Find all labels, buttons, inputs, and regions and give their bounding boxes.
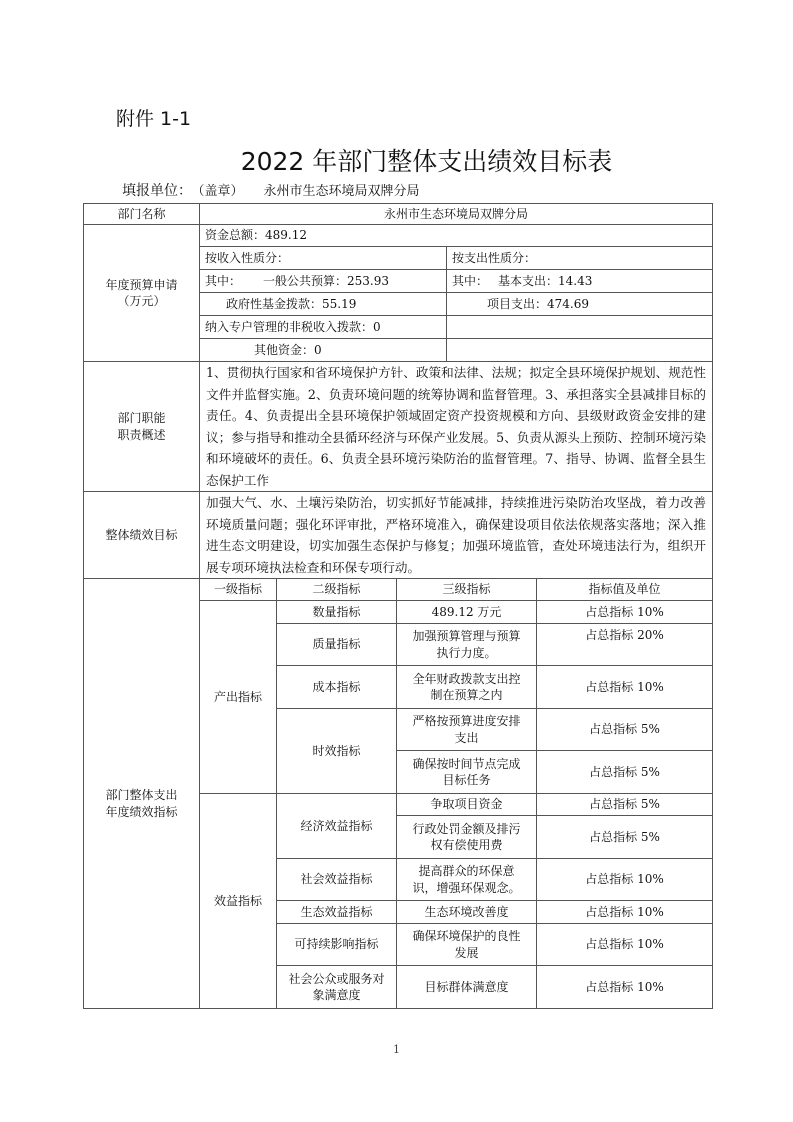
budget-total: 资金总额：489.12 <box>200 225 713 247</box>
non-tax-income: 纳入专户管理的非税收入拨款：0 <box>200 316 447 339</box>
level2-social: 社会效益指标 <box>277 859 397 901</box>
level3-cell: 目标群体满意度 <box>397 966 537 1009</box>
value-cell: 占总指标 20% <box>537 624 713 666</box>
value-cell: 占总指标 10% <box>537 666 713 709</box>
level3-cell: 489.12 万元 <box>397 601 537 624</box>
performance-target-table <box>83 203 713 1009</box>
header-value: 指标值及单位 <box>537 579 713 601</box>
indicators-label <box>84 579 200 1009</box>
page-number: 1 <box>393 1043 400 1056</box>
duties-label-line1: 部门职能 <box>117 411 166 426</box>
value-cell: 占总指标 10% <box>537 924 713 966</box>
level3-cell: 严格按预算进度安排支出 <box>397 709 537 751</box>
duties-label-line2: 职责概述 <box>117 427 166 442</box>
value-cell: 占总指标 5% <box>537 794 713 816</box>
indicators-label-line1: 部门整体支出 <box>105 788 178 803</box>
level2-quantity: 数量指标 <box>277 601 397 624</box>
of-which-label: 其中： <box>205 273 242 288</box>
value-cell: 占总指标 10% <box>537 859 713 901</box>
income-nature-header: 按收入性质分： <box>200 247 447 270</box>
reporting-unit-line <box>122 180 426 200</box>
level3-cell: 确保环境保护的良性发展 <box>397 924 537 966</box>
other-funds: 其他资金：0 <box>200 339 447 362</box>
general-public-budget: 一般公共预算：253.93 <box>263 273 390 288</box>
level2-quality: 质量指标 <box>277 624 397 666</box>
budget-label <box>84 225 200 362</box>
goal-text: 加强大气、水、土壤污染防治，切实抓好节能减排，持续推进污染防治攻坚战，着力改善环境质量问题；强化环评审批，严格环境准入，确保建设项目依法依规落实落地；深入推进生态文明建设，切实加强生态保护与修复；加强环境监管，查处环境违法行为，组织开展专项环境执法检查和环保专项行动。 <box>200 492 713 579</box>
dept-label: 部门名称 <box>84 204 200 225</box>
level2-cost: 成本指标 <box>277 666 397 709</box>
level3-cell: 全年财政拨款支出控制在预算之内 <box>397 666 537 709</box>
goal-row <box>84 492 713 579</box>
duties-label <box>84 362 200 492</box>
budget-label-line2: （万元） <box>117 294 166 308</box>
budget-label-line1: 年度预算申请 <box>105 277 178 292</box>
level3-cell: 生态环境改善度 <box>397 901 537 924</box>
indicators-label-line2: 年度绩效指标 <box>105 804 178 819</box>
duties-row <box>84 362 713 492</box>
gov-fund: 政府性基金拨款：55.19 <box>200 293 447 316</box>
value-cell: 占总指标 10% <box>537 966 713 1009</box>
reporting-unit-label: 填报单位： <box>122 183 192 199</box>
value-cell: 占总指标 5% <box>537 816 713 859</box>
level3-cell: 确保按时间节点完成目标任务 <box>397 751 537 794</box>
indicator-header-row <box>84 579 713 601</box>
dept-row <box>84 204 713 225</box>
budget-total-row <box>84 225 713 247</box>
level1-benefit: 效益指标 <box>200 794 277 1009</box>
empty-cell <box>447 339 713 362</box>
reporting-unit-name: 永州市生态环境局双牌分局 <box>263 184 420 199</box>
project-expense: 项目支出：474.69 <box>447 293 713 316</box>
value-cell: 占总指标 5% <box>537 751 713 794</box>
level2-ecological: 生态效益指标 <box>277 901 397 924</box>
level3-cell: 争取项目资金 <box>397 794 537 816</box>
seal-note: （盖章） <box>198 184 244 199</box>
level2-sustainability: 可持续影响指标 <box>277 924 397 966</box>
level3-cell: 加强预算管理与预算执行力度。 <box>397 624 537 666</box>
goal-label: 整体绩效目标 <box>84 492 200 579</box>
empty-cell <box>447 316 713 339</box>
level2-timeliness: 时效指标 <box>277 709 397 794</box>
level2-economic: 经济效益指标 <box>277 794 397 859</box>
value-cell: 占总指标 10% <box>537 901 713 924</box>
attachment-label: 附件 1-1 <box>116 108 192 130</box>
duties-text: 1、贯彻执行国家和省环境保护方针、政策和法律、法规；拟定全县环境保护规划、规范性文件并监督实施。2、负责环境问题的统筹协调和监督管理。3、承担落实全县减排目标的责任。4、负责提出全县环境保护领域固定资产投资规模和方向、县级财政资金安排的建议；参与指导和推动全县循环经济与环保产业发展。5、负责从源头上预防、控制环境污染和环境破坏的责任。6、负责全县环境污染防治的监督管理。7、指导、协调、监督全县生态保护工作 <box>200 362 713 492</box>
level3-cell: 提高群众的环保意识，增强环保观念。 <box>397 859 537 901</box>
page-title: 2022 年部门整体支出绩效目标表 <box>240 147 613 176</box>
basic-expense: 基本支出：14.43 <box>498 273 593 288</box>
level2-satisfaction: 社会公众或服务对象满意度 <box>277 966 397 1009</box>
value-cell: 占总指标 10% <box>537 601 713 624</box>
expense-nature-header: 按支出性质分： <box>447 247 713 270</box>
value-cell: 占总指标 5% <box>537 709 713 751</box>
of-which-label: 其中： <box>452 273 489 288</box>
basic-expense-cell <box>447 270 713 293</box>
header-level2: 二级指标 <box>277 579 397 601</box>
level3-cell: 行政处罚金额及排污权有偿使用费 <box>397 816 537 859</box>
general-public-budget-cell <box>200 270 447 293</box>
level1-output: 产出指标 <box>200 601 277 794</box>
dept-value: 永州市生态环境局双牌分局 <box>200 204 713 225</box>
header-level1: 一级指标 <box>200 579 277 601</box>
header-level3: 三级指标 <box>397 579 537 601</box>
